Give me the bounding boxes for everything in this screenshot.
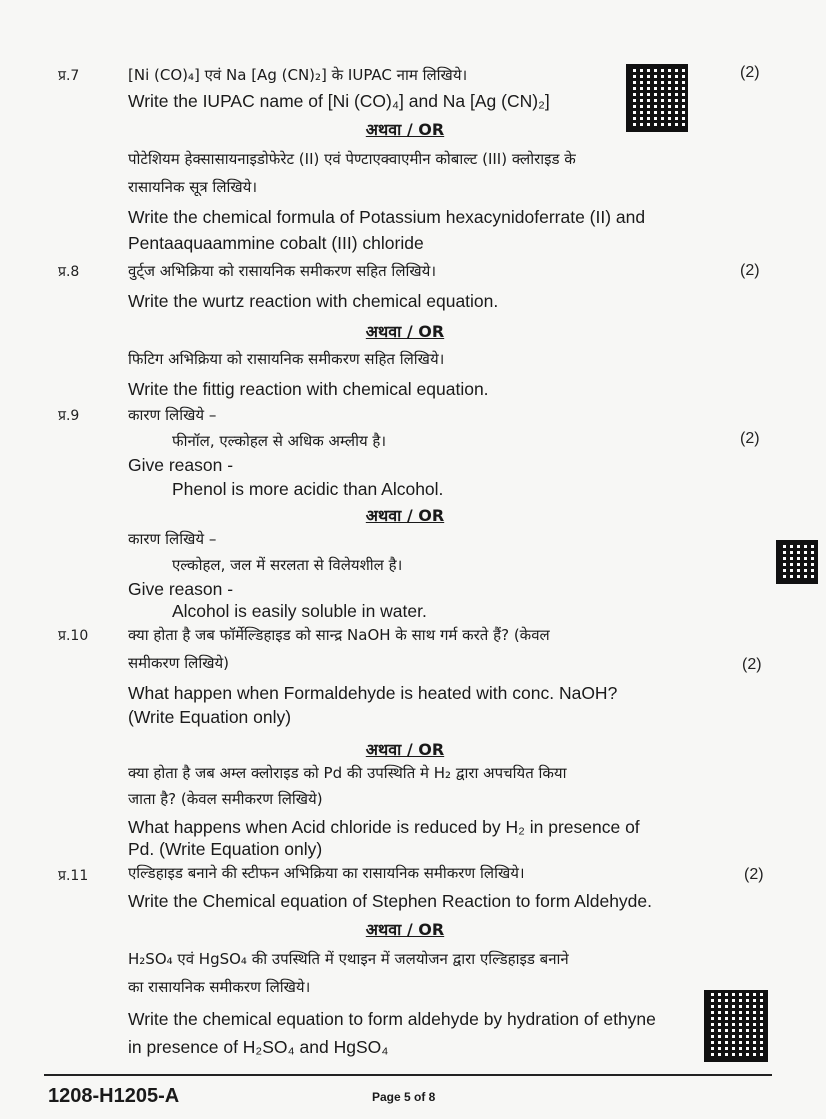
question-text-english: Give reason - (128, 455, 234, 475)
alt-text-english: in presence of H₂SO₄ and HgSO₄ (128, 1037, 389, 1057)
or-divider: अथवा / OR (365, 322, 445, 341)
alt-text-english: Write the fittig reaction with chemical equation. (128, 379, 489, 399)
question-text-hindi: [Ni (CO)₄] एवं Na [Ag (CN)₂] के IUPAC नाम लिखिये। (128, 66, 468, 84)
alt-text-hindi: का रासायनिक समीकरण लिखिये। (128, 978, 311, 996)
qr-code-icon (776, 540, 818, 584)
marks: (2) (744, 866, 764, 883)
alt-text-english: What happens when Acid chloride is reduced by H₂ in presence of (128, 817, 640, 837)
paper-code: 1208-H1205-A (48, 1085, 180, 1107)
question-text-english: (Write Equation only) (128, 707, 292, 727)
alt-text-hindi: रासायनिक सूत्र लिखिये। (128, 178, 258, 196)
alt-text-english: Give reason - (128, 579, 234, 599)
alt-text-hindi: क्या होता है जब अम्ल क्लोराइड को Pd की उपस्थिति मे H₂ द्वारा अपचयित किया (128, 764, 567, 782)
alt-text-hindi: फिटिग अभिक्रिया को रासायनिक समीकरण सहित लिखिये। (128, 350, 445, 368)
qr-code-icon (626, 64, 688, 132)
qr-code-icon (704, 990, 768, 1062)
alt-text-english: Write the chemical equation to form aldehyde by hydration of ethyne (128, 1009, 656, 1029)
question-text-hindi: कारण लिखिये – (128, 406, 217, 424)
question-number: प्र.7 (58, 68, 80, 84)
alt-text-hindi: जाता है? (केवल समीकरण लिखिये) (128, 790, 323, 808)
question-text-hindi: फीनॉल, एल्कोहल से अधिक अम्लीय है। (172, 432, 387, 450)
marks: (2) (740, 64, 760, 81)
question-number: प्र.11 (58, 868, 89, 884)
alt-text-english: Pd. (Write Equation only) (128, 839, 323, 859)
question-text-hindi: एल्डिहाइड बनाने की स्टीफन अभिक्रिया का रासायनिक समीकरण लिखिये। (128, 864, 525, 882)
marks: (2) (740, 262, 760, 279)
question-text-english: What happen when Formaldehyde is heated with conc. NaOH? (128, 683, 618, 703)
question-text-hindi: समीकरण लिखिये) (128, 654, 230, 672)
or-divider: अथवा / OR (365, 506, 445, 525)
or-divider: अथवा / OR (365, 120, 445, 139)
alt-text-hindi: एल्कोहल, जल में सरलता से विलेयशील है। (172, 556, 403, 574)
question-number: प्र.10 (58, 628, 89, 644)
question-text-hindi: क्या होता है जब फॉर्मेल्डिहाइड को सान्द्र NaOH के साथ गर्म करते हैं? (केवल (128, 626, 550, 644)
question-text-english: Write the wurtz reaction with chemical equation. (128, 291, 499, 311)
page-number: Page 5 of 8 (372, 1090, 436, 1104)
alt-text-hindi: H₂SO₄ एवं HgSO₄ की उपस्थिति में एथाइन में जलयोजन द्वारा एल्डिहाइड बनाने (128, 950, 569, 968)
question-text-english: Phenol is more acidic than Alcohol. (172, 479, 444, 499)
question-number: प्र.8 (58, 264, 80, 280)
alt-text-english: Pentaaquaammine cobalt (III) chloride (128, 233, 424, 253)
or-divider: अथवा / OR (365, 920, 445, 939)
question-text-english: Write the Chemical equation of Stephen Reaction to form Aldehyde. (128, 891, 653, 911)
marks: (2) (742, 656, 762, 673)
footer-divider (44, 1074, 772, 1076)
marks: (2) (740, 430, 760, 447)
alt-text-english: Alcohol is easily soluble in water. (172, 601, 427, 621)
or-divider: अथवा / OR (365, 740, 445, 759)
question-number: प्र.9 (58, 408, 80, 424)
question-text-hindi: वुर्ट्ज अभिक्रिया को रासायनिक समीकरण सहित लिखिये। (128, 262, 437, 280)
question-text-english: Write the IUPAC name of [Ni (CO)₄] and Na [Ag (CN)₂] (128, 91, 550, 111)
alt-text-hindi: पोटेशियम हेक्सासायनाइडोफेरेट (II) एवं पेण्टाएक्वाएमीन कोबाल्ट (III) क्लोराइड के (128, 150, 576, 168)
alt-text-english: Write the chemical formula of Potassium hexacynidoferrate (II) and (128, 207, 646, 227)
alt-text-hindi: कारण लिखिये – (128, 530, 217, 548)
